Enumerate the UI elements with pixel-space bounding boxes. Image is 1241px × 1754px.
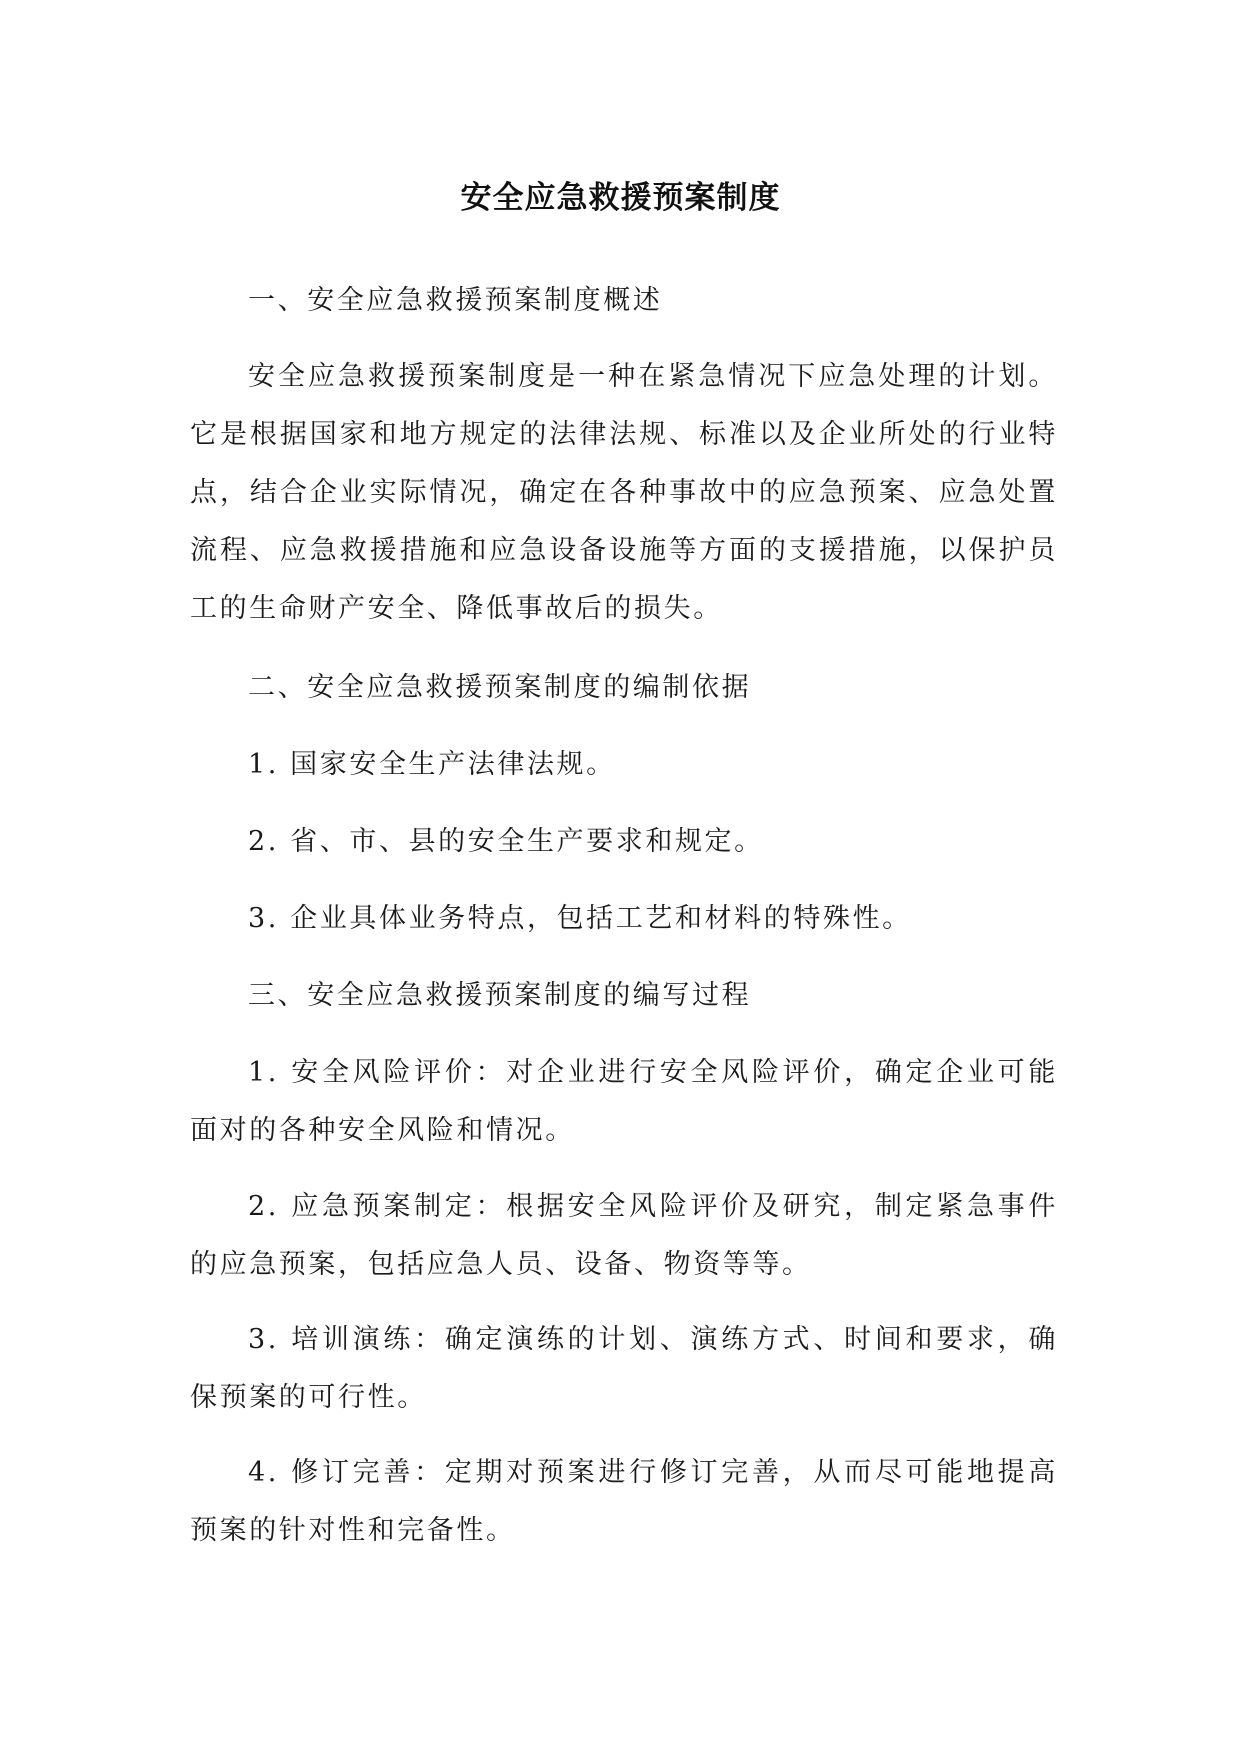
- list-item-process-3: 3. 培训演练：确定演练的计划、演练方式、时间和要求，确保预案的可行性。: [190, 1324, 1058, 1413]
- list-item-basis-3: 3. 企业具体业务特点，包括工艺和材料的特殊性。: [248, 903, 912, 934]
- list-item-basis-2: 2. 省、市、县的安全生产要求和规定。: [248, 826, 764, 857]
- list-item-basis-1: 1. 国家安全生产法律法规。: [248, 749, 616, 780]
- list-item-process-1: 1. 安全风险评价：对企业进行安全风险评价，确定企业可能面对的各种安全风险和情况。: [190, 1057, 1058, 1146]
- list-item-process-4: 4. 修订完善：定期对预案进行修订完善，从而尽可能地提高预案的针对性和完备性。: [190, 1457, 1058, 1546]
- paragraph-overview: 安全应急救援预案制度是一种在紧急情况下应急处理的计划。它是根据国家和地方规定的法律法规、标准以及企业所处的行业特点，结合企业实际情况，确定在各种事故中的应急预案、应急处置流程、应急救援措施和应急设备设施等方面的支援措施，以保护员工的生命财产安全、降低事故后的损失。: [190, 361, 1058, 624]
- section-heading-basis: 二、安全应急救援预案制度的编制依据: [248, 672, 752, 703]
- section-heading-process: 三、安全应急救援预案制度的编写过程: [248, 980, 752, 1011]
- section-heading-overview: 一、安全应急救援预案制度概述: [248, 285, 663, 316]
- list-item-process-2: 2. 应急预案制定：根据安全风险评价及研究，制定紧急事件的应急预案，包括应急人员、设备、物资等等。: [190, 1191, 1058, 1280]
- document-title: 安全应急救援预案制度: [460, 180, 781, 216]
